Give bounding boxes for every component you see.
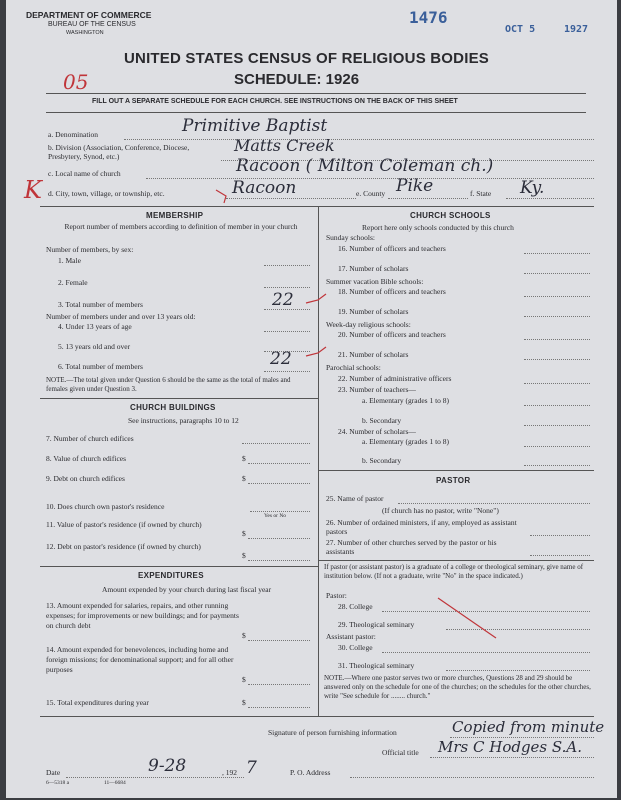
caret-mark: [216, 190, 226, 203]
q24-scholars: 24. Number of scholars—: [338, 427, 416, 436]
q14-benevolences: 14. Amount expended for benevolences, including home and foreign missions; for denominational support; and for all other purposes: [46, 645, 234, 674]
sunday-label: Sunday schools:: [326, 233, 375, 242]
q12-dollar: $: [242, 551, 246, 560]
q7-edifices: 7. Number of church edifices: [46, 434, 134, 443]
margin-mark: K: [24, 176, 42, 204]
weekday-label: Week-day religious schools:: [326, 320, 411, 329]
signature-label: Signature of person furnishing information: [268, 728, 397, 737]
q12-debt-residence: 12. Debt on pastor's residence (if owned by church): [46, 542, 201, 551]
q18-summer-officers: 18. Number of officers and teachers: [338, 287, 446, 296]
division-label: b. Division (Association, Conference, Diocese, Presbytery, Synod, etc.): [48, 143, 190, 161]
q20-weekday-officers: 20. Number of officers and teachers: [338, 330, 446, 339]
bureau-label: BUREAU OF THE CENSUS: [48, 21, 136, 28]
denomination-label: a. Denomination: [48, 130, 98, 139]
q24b-secondary: b. Secondary: [362, 456, 402, 465]
q6-total: 6. Total number of members: [58, 362, 143, 371]
q21-weekday-scholars: 21. Number of scholars: [338, 350, 409, 359]
q10-owns-residence: 10. Does church own pastor's residence: [46, 502, 165, 511]
expenditures-intro: Amount expended by your church during last fiscal year: [102, 585, 272, 594]
denomination-value: Primitive Baptist: [182, 116, 328, 136]
q16-sunday-officers: 16. Number of officers and teachers: [338, 244, 446, 253]
by-sex-label: Number of members, by sex:: [46, 245, 134, 254]
pencil-marks: [6, 0, 617, 798]
assistant-sub-label: Assistant pastor:: [326, 632, 376, 641]
q22-admin-officers: 22. Number of administrative officers: [338, 374, 452, 383]
q30-college: 30. College: [338, 643, 373, 652]
q23b-secondary: b. Secondary: [362, 416, 402, 425]
q29-seminary: 29. Theological seminary: [338, 620, 415, 629]
year-prefix: , 192: [222, 768, 237, 777]
membership-intro: Report number of members according to definition of member in your church: [64, 222, 298, 231]
state-value: Ky.: [520, 178, 545, 198]
stamp-date: OCT 5: [505, 24, 536, 35]
age-intro: Number of members under and over 13 years old:: [46, 312, 196, 321]
local-name-value: Racoon ( Milton Coleman ch.): [236, 156, 494, 176]
stamp-number: 1476: [409, 8, 448, 27]
q31-seminary: 31. Theological seminary: [338, 661, 415, 670]
check-mark-q6: [306, 347, 326, 356]
graduate-note: If pastor (or assistant pastor) is a graduate of a college or theological seminary, give name of institution below. (If not a graduate, write "No" in the space indicated.): [324, 563, 584, 580]
department-label: DEPARTMENT OF COMMERCE: [26, 10, 152, 20]
q11-dollar: $: [242, 529, 246, 538]
pastor-sub-label: Pastor:: [326, 591, 347, 600]
official-title-label: Official title: [382, 748, 419, 757]
q5-13-over: 5. 13 years old and over: [58, 342, 131, 351]
official-title-value: Mrs C Hodges S.A.: [438, 738, 583, 756]
q15-dollar: $: [242, 698, 246, 707]
q27-other-churches: 27. Number of other churches served by the pastor or his assistants: [326, 538, 497, 556]
strike-mark: [438, 598, 496, 638]
local-name-label: c. Local name of church: [48, 169, 121, 178]
yes-no-hint: Yes or No: [264, 513, 287, 519]
check-mark-q3: [306, 294, 326, 303]
q28-college: 28. College: [338, 602, 373, 611]
q1-male: 1. Male: [58, 256, 81, 265]
q26-ordained-ministers: 26. Number of ordained ministers, if any, employed as assistant pastors: [326, 518, 517, 536]
schedule-title: SCHEDULE: 1926: [234, 71, 360, 88]
instruction-line: FILL OUT A SEPARATE SCHEDULE FOR EACH CHURCH. SEE INSTRUCTIONS ON THE BACK OF THIS SHEET: [92, 98, 458, 105]
city-town-value: Racoon: [232, 178, 297, 198]
city-label: WASHINGTON: [66, 30, 104, 36]
county-label: e. County: [356, 189, 386, 198]
q14-dollar: $: [242, 675, 246, 684]
summer-label: Summer vacation Bible schools:: [326, 277, 424, 286]
q2-female: 2. Female: [58, 278, 88, 287]
q24a-elementary: a. Elementary (grades 1 to 8): [362, 437, 450, 446]
q13-running-expenses: 13. Amount expended for salaries, repairs, and other running expenses; for improvements or new buildings; and for payments on church debt: [46, 601, 239, 630]
q8-value-edifices: 8. Value of church edifices: [46, 454, 127, 463]
year-value: 7: [246, 758, 257, 778]
print-number: 11—6684: [104, 780, 126, 786]
membership-note: NOTE.—The total given under Question 6 should be the same as the total of males and females given under Question 3.: [46, 376, 291, 393]
division-value: Matts Creek: [234, 136, 335, 155]
po-address-label: P. O. Address: [290, 768, 331, 777]
q8-dollar: $: [242, 454, 246, 463]
q4-under-13: 4. Under 13 years of age: [58, 322, 132, 331]
membership-title: MEMBERSHIP: [146, 211, 204, 220]
official-title-line: [430, 757, 594, 758]
q9-dollar: $: [242, 474, 246, 483]
q15-total-expenditures: 15. Total expenditures during year: [46, 698, 149, 707]
state-label: f. State: [470, 189, 492, 198]
signature-value: Copied from minute: [452, 718, 605, 736]
q9-debt-edifices: 9. Debt on church edifices: [46, 474, 125, 483]
po-address-line: [350, 777, 594, 778]
census-schedule-sheet: [6, 0, 617, 798]
form-title: UNITED STATES CENSUS OF RELIGIOUS BODIES: [124, 50, 489, 67]
expenditures-title: EXPENDITURES: [138, 571, 204, 580]
county-value: Pike: [396, 176, 434, 196]
parochial-label: Parochial schools:: [326, 363, 381, 372]
q23-teachers: 23. Number of teachers—: [338, 385, 416, 394]
red-mark-05: 05: [63, 70, 89, 94]
q17-sunday-scholars: 17. Number of scholars: [338, 264, 409, 273]
q3-value: 22: [272, 290, 294, 310]
buildings-title: CHURCH BUILDINGS: [130, 403, 216, 412]
pastor-note: NOTE.—Where one pastor serves two or more churches, Questions 28 and 29 should be answered only on the schedule for one of the churches; on the schedules for the other churches, write "See schedule for ........ church.": [324, 674, 591, 700]
form-number: 6—5318 a: [46, 780, 70, 786]
pastor-title: PASTOR: [436, 476, 471, 485]
stamp-year: 1927: [564, 24, 589, 35]
date-label: Date: [46, 768, 61, 777]
city-town-label: d. City, town, village, or township, etc.: [48, 189, 165, 198]
buildings-sub: See instructions, paragraphs 10 to 12: [128, 416, 239, 425]
schools-title: CHURCH SCHOOLS: [410, 211, 491, 220]
q3-total: 3. Total number of members: [58, 300, 143, 309]
date-value: 9-28: [148, 756, 187, 776]
q25-note: (If church has no pastor, write "None"): [382, 506, 499, 515]
q23a-elementary: a. Elementary (grades 1 to 8): [362, 396, 450, 405]
date-line: [66, 777, 244, 778]
schools-intro: Report here only schools conducted by this church: [362, 223, 514, 232]
q13-dollar: $: [242, 631, 246, 640]
q6-value: 22: [270, 349, 292, 369]
q11-value-residence: 11. Value of pastor's residence (if owned by church): [46, 520, 202, 529]
q19-summer-scholars: 19. Number of scholars: [338, 307, 409, 316]
q25-pastor-name: 25. Name of pastor: [326, 494, 384, 503]
